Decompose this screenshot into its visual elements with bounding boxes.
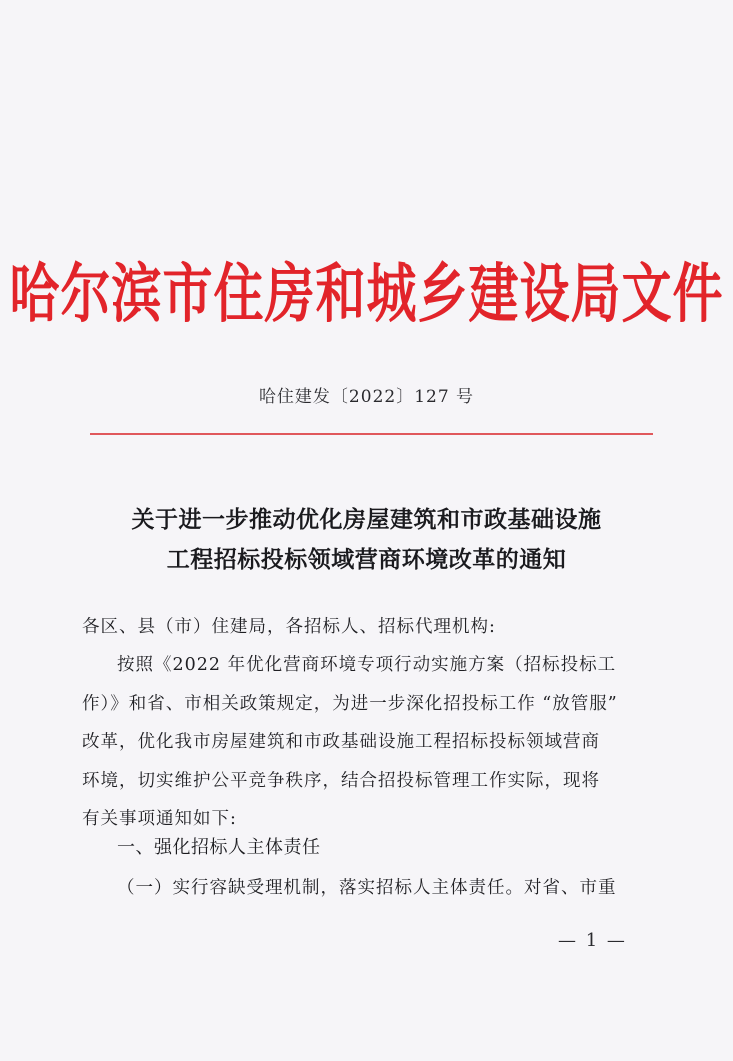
document-number: 哈住建发〔2022〕127 号: [258, 387, 475, 407]
page-number: — 1 —: [558, 930, 627, 951]
paragraph-line: 作）》和省、市相关政策规定，为进一步深化招投标工作 “放管服”: [82, 693, 618, 714]
issuer-header: 哈尔滨市住房和城乡建设局文件: [9, 257, 724, 332]
paragraph-line: 环境，切实维护公平竞争秩序，结合招投标管理工作实际，现将: [82, 770, 600, 791]
salutation: 各区、县（市）住建局，各招标人、招标代理机构:: [82, 617, 496, 637]
section-heading: 一、强化招标人主体责任: [117, 837, 321, 858]
paragraph-line: 改革，优化我市房屋建筑和市政基础设施工程招标投标领域营商: [82, 732, 600, 753]
item-paragraph-line: （一）实行容缺受理机制，落实招标人主体责任。对省、市重: [117, 878, 617, 898]
document-title-line: 关于进一步推动优化房屋建筑和市政基础设施: [131, 506, 602, 533]
paragraph-line: 有关事项通知如下:: [82, 809, 237, 830]
red-divider: [90, 433, 653, 435]
intro-paragraph: [82, 646, 652, 839]
document-title-line: 工程招标投标领域营商环境改革的通知: [166, 546, 567, 573]
paragraph-line: 按照《2022 年优化营商环境专项行动实施方案（招标投标工: [117, 655, 617, 675]
document-title: [0, 500, 733, 580]
